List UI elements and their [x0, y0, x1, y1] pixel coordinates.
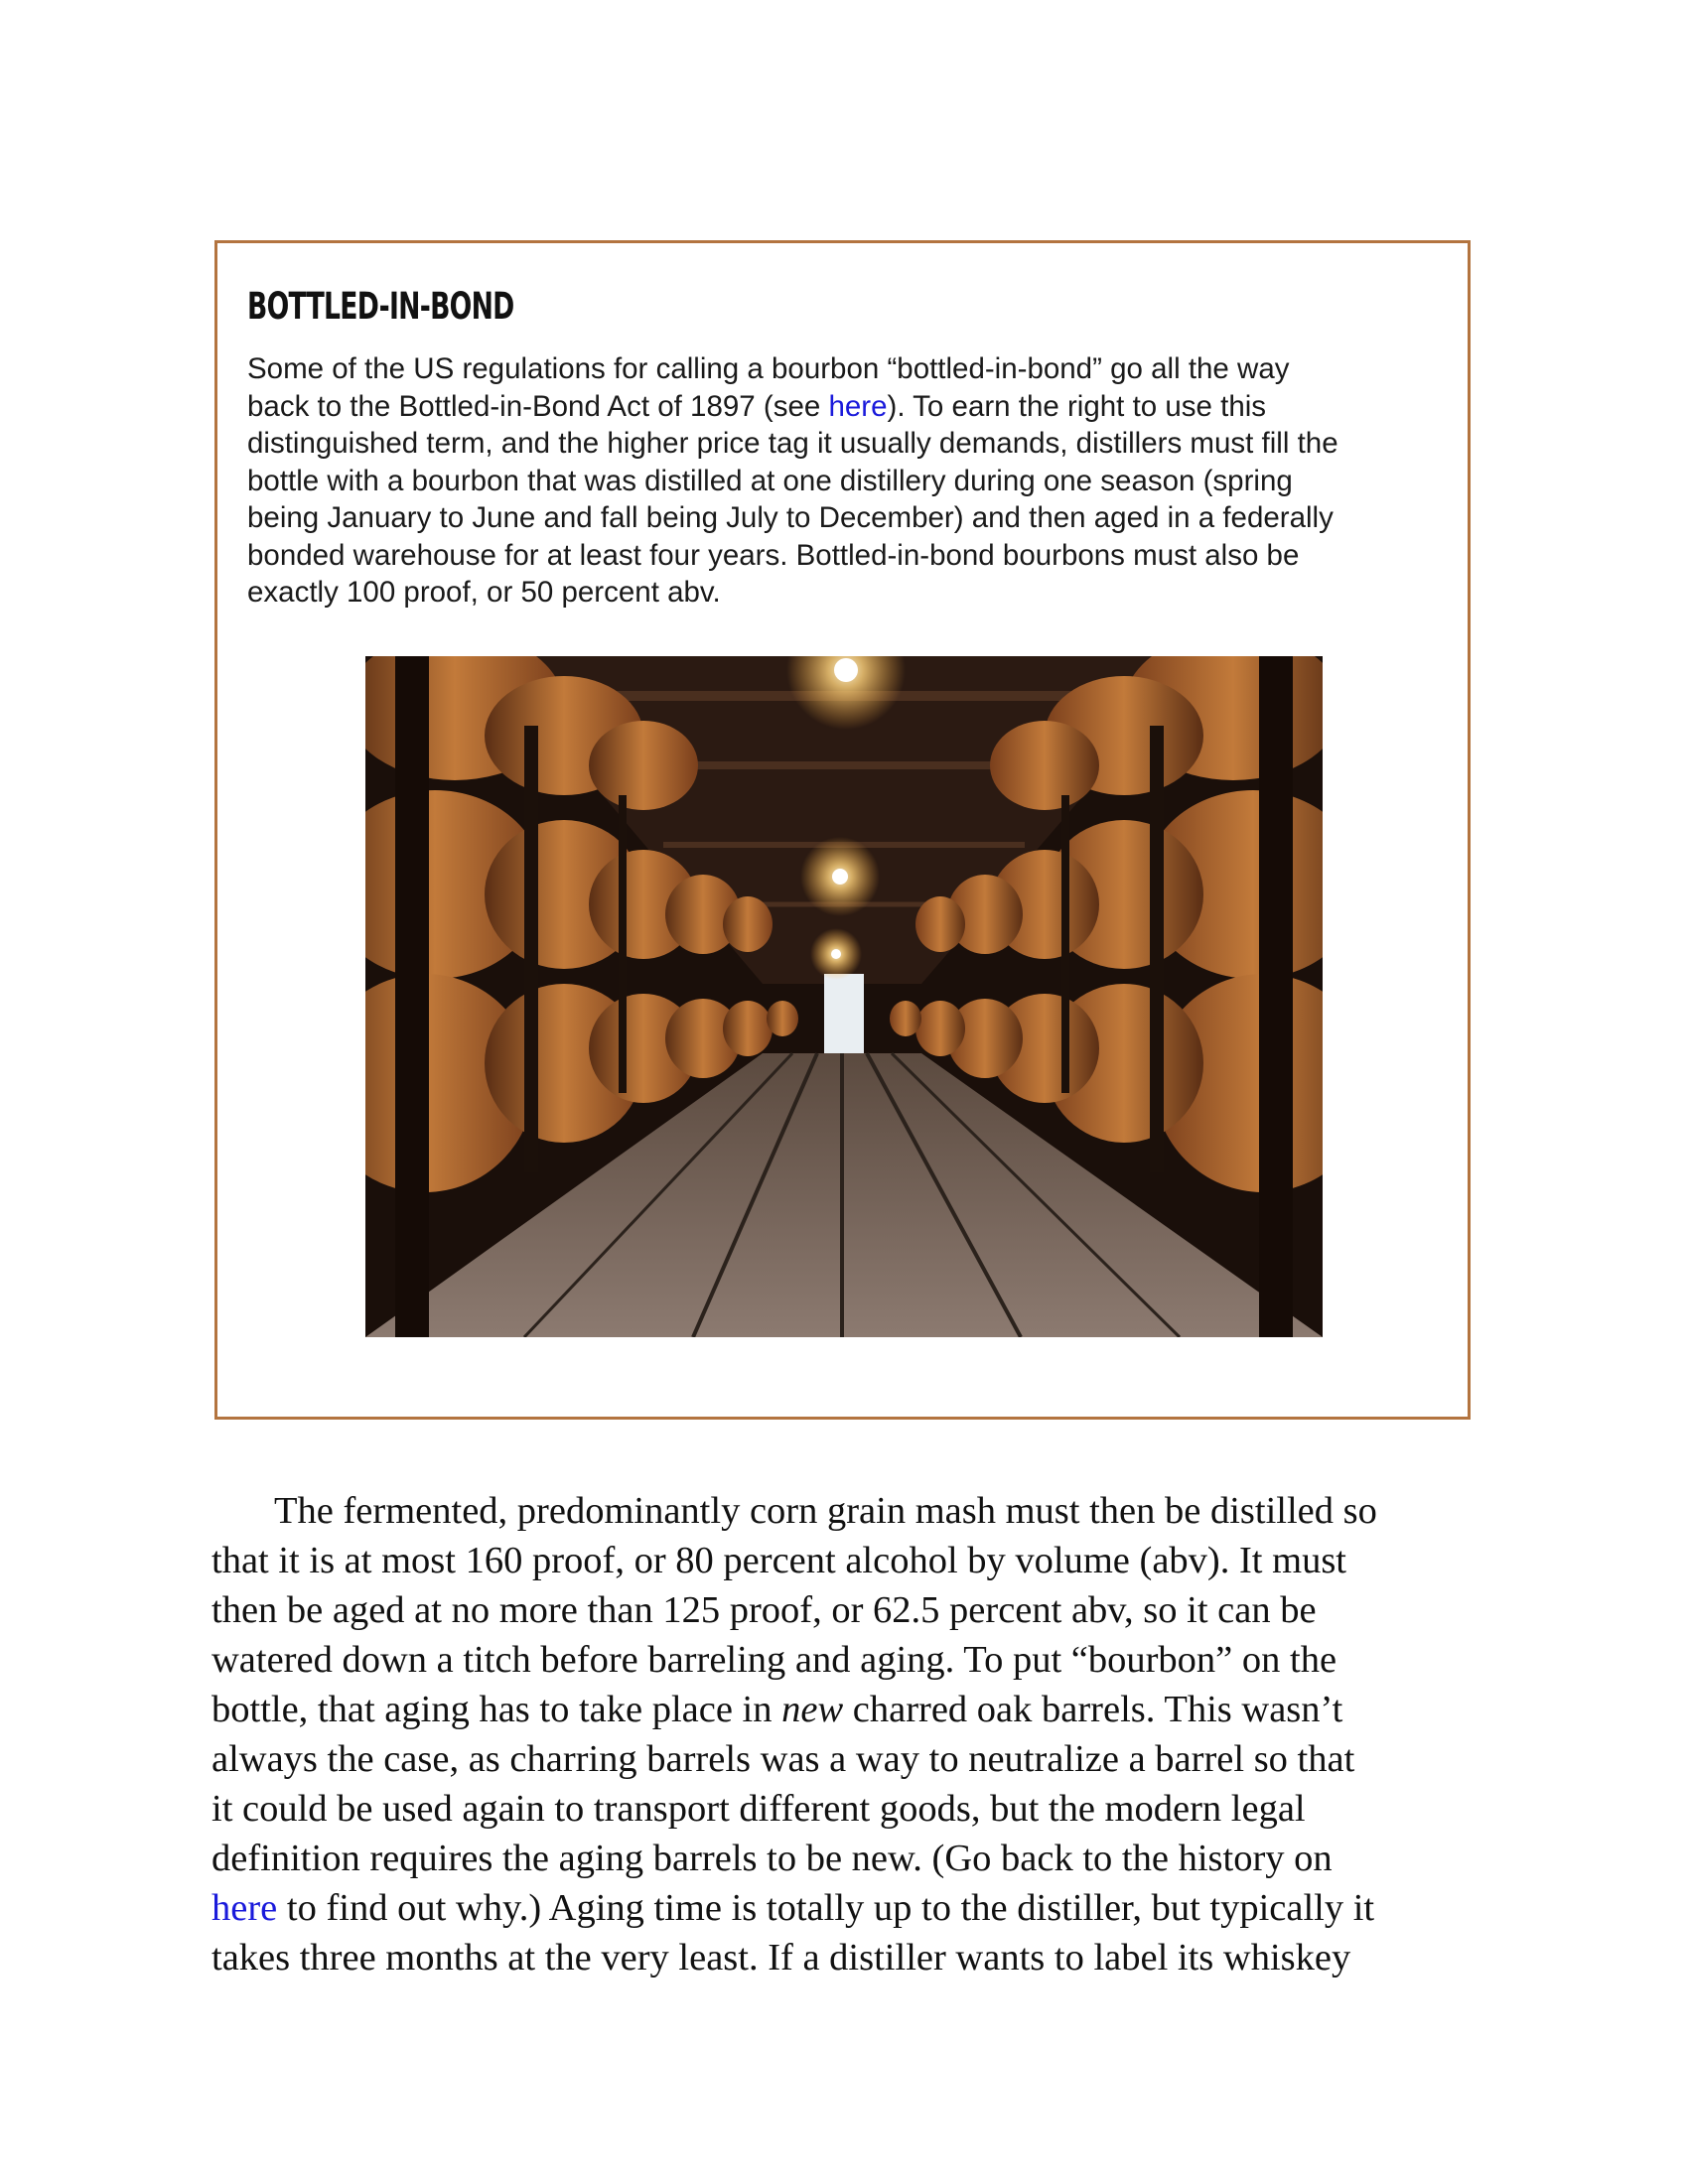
sidebar-line-text: back to the Bottled-in-Bond Act of 1897 (see — [247, 389, 829, 423]
body-line: takes three months at the very least. If a distiller wants to label its whiskey — [211, 1937, 1351, 1979]
sidebar-line-text: ). To earn the right to use this — [887, 389, 1267, 423]
body-paragraph — [211, 1486, 1502, 1982]
sidebar-paragraph — [247, 350, 1434, 612]
body-line: then be aged at no more than 125 proof, or 62.5 percent abv, so it can be — [211, 1589, 1317, 1631]
body-line: that it is at most 160 proof, or 80 percent alcohol by volume (abv). It must — [211, 1540, 1347, 1581]
here-link[interactable]: here — [211, 1887, 278, 1929]
sidebar-line: being January to June and fall being July to December) and then aged in a federally — [247, 501, 1334, 534]
barrel-warehouse-photo — [365, 656, 1323, 1337]
body-line: it could be used again to transport different goods, but the modern legal — [211, 1788, 1306, 1830]
sidebar-line: Some of the US regulations for calling a bourbon “bottled-in-bond” go all the way — [247, 352, 1290, 385]
sidebar-title: BOTTLED-IN-BOND — [247, 285, 514, 328]
body-line: watered down a titch before barreling and aging. To put “bourbon” on the — [211, 1639, 1337, 1681]
sidebar-box — [214, 240, 1471, 1420]
sidebar-line — [247, 388, 1434, 426]
sidebar-line: bottle with a bourbon that was distilled at one distillery during one season (spring — [247, 464, 1293, 497]
body-line: The fermented, predominantly corn grain mash must then be distilled so — [274, 1490, 1377, 1532]
sidebar-line: bonded warehouse for at least four years. Bottled-in-bond bourbons must also be — [247, 538, 1300, 572]
here-link[interactable]: here — [828, 389, 888, 423]
body-line — [211, 1883, 1502, 1933]
body-line-text: bottle, that aging has to take place in — [211, 1689, 782, 1730]
body-line: always the case, as charring barrels was a way to neutralize a barrel so that — [211, 1738, 1355, 1780]
body-line — [211, 1685, 1502, 1734]
body-line-text: to find out why.) Aging time is totally up to the distiller, but typically it — [277, 1887, 1375, 1929]
sidebar-line: exactly 100 proof, or 50 percent abv. — [247, 576, 721, 609]
sidebar-line: distinguished term, and the higher price tag it usually demands, distillers must fill the — [247, 427, 1338, 460]
emphasis-new: new — [781, 1689, 844, 1730]
body-line: definition requires the aging barrels to be new. (Go back to the history on — [211, 1838, 1333, 1879]
body-line-text: charred oak barrels. This wasn’t — [843, 1689, 1343, 1730]
